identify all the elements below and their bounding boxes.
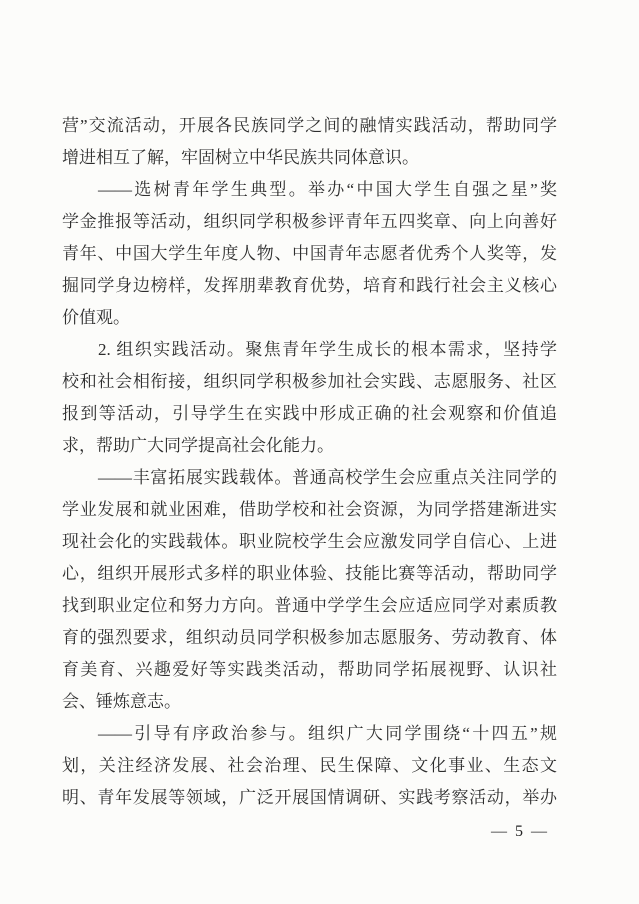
text-line: 心，组织开展形式多样的职业体验、技能比赛等活动，帮助同学: [62, 564, 557, 583]
text-line: 现社会化的实践载体。职业院校学生会应激发同学自信心、上进: [62, 532, 557, 551]
text-line: 划，关注经济发展、社会治理、民生保障、文化事业、生态文: [62, 756, 557, 775]
text-line: 增进相互了解，牢固树立中华民族共同体意识。: [62, 148, 419, 167]
text-line: 青年、中国大学生年度人物、中国青年志愿者优秀个人奖等，发: [62, 244, 557, 263]
text-line: 育的强烈要求，组织动员同学积极参加志愿服务、劳动教育、体: [62, 628, 557, 647]
paragraph: [62, 462, 557, 718]
text-line: ——丰富拓展实践载体。普通高校学生会应重点关注同学的: [98, 468, 557, 487]
text-line: 价值观。: [62, 308, 130, 327]
text-line: 会、锤炼意志。: [62, 692, 181, 711]
page-number: — 5 —: [491, 823, 549, 840]
paragraph: [62, 334, 557, 462]
text-line: ——引导有序政治参与。组织广大同学围绕“十四五”规: [98, 724, 557, 743]
paragraph: [62, 718, 557, 814]
text-line: 育美育、兴趣爱好等实践类活动，帮助同学拓展视野、认识社: [62, 660, 557, 679]
text-line: 校和社会相衔接，组织同学积极参加社会实践、志愿服务、社区: [62, 372, 557, 391]
document-body: [62, 110, 557, 814]
text-line: 学业发展和就业困难，借助学校和社会资源，为同学搭建渐进实: [62, 500, 557, 519]
text-line: 掘同学身边榜样，发挥朋辈教育优势，培育和践行社会主义核心: [62, 276, 557, 295]
text-line: 明、青年发展等领域，广泛开展国情调研、实践考察活动，举办: [62, 788, 557, 807]
text-line: 找到职业定位和努力方向。普通中学学生会应适应同学对素质教: [62, 596, 557, 615]
text-line: 报到等活动，引导学生在实践中形成正确的社会观察和价值追: [62, 404, 557, 423]
text-line: 营”交流活动，开展各民族同学之间的融情实践活动，帮助同学: [62, 116, 557, 135]
text-line: 求，帮助广大同学提高社会化能力。: [62, 436, 334, 455]
text-line: 学金推报等活动，组织同学积极参评青年五四奖章、向上向善好: [62, 212, 557, 231]
text-line: ——选树青年学生典型。举办“中国大学生自强之星”奖: [98, 180, 557, 199]
paragraph: [62, 110, 557, 174]
text-line: 2. 组织实践活动。聚焦青年学生成长的根本需求，坚持学: [98, 340, 557, 359]
paragraph: [62, 174, 557, 334]
